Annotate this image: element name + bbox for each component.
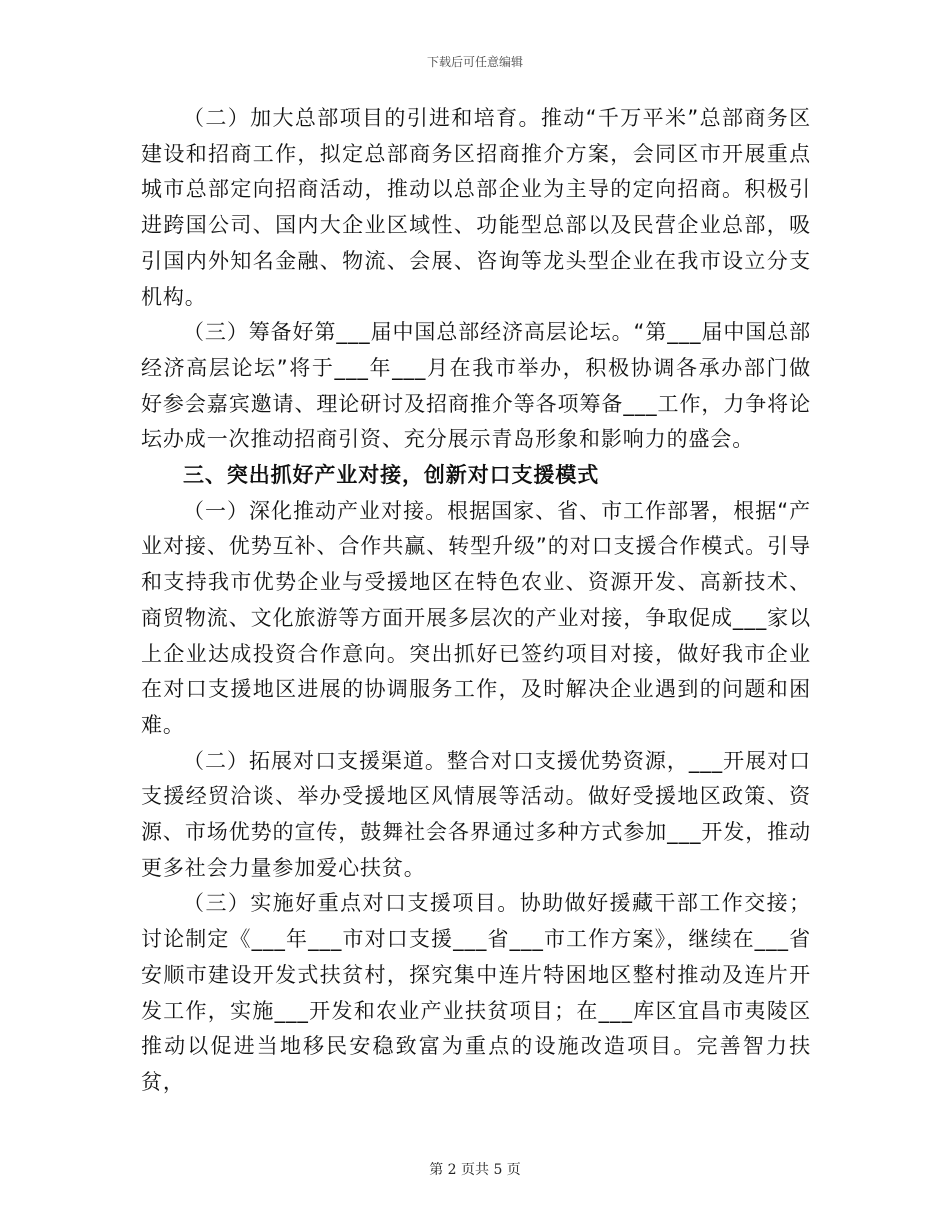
paragraph-forum-preparation: （三）筹备好第___届中国总部经济高层论坛。“第___届中国总部经济高层论坛”将于___年___月在我市举办，积极协调各承办部门做好参会嘉宾邀请、理论研讨及招商推介等各项筹备___工作，力争将论坛办成一次推动招商引资、充分展示青岛形象和影响力的盛会。 <box>141 320 811 452</box>
page-header: 下载后可任意编辑 <box>426 55 523 69</box>
paragraph-key-support-projects: （三）实施好重点对口支援项目。协助做好援藏干部工作交接；讨论制定《___年___市对口支援___省___市工作方案》，继续在___省安顺市建设开发式扶贫村，探究集中连片特困地区整村推动及连片开发工作，实施___开发和农业产业扶贫项目；在___库区宜昌市夷陵区推动以促进当地移民安稳致富为重点的设施改造项目。完善智力扶贫， <box>141 891 811 1094</box>
paragraph-headquarters-projects: （二）加大总部项目的引进和培育。推动“千万平米”总部商务区建设和招商工作，拟定总部商务区招商推介方案，会同区市开展重点城市总部定向招商活动，推动以总部企业为主导的定向招商。积极引进跨国公司、国内大企业区域性、功能型总部以及民营企业总部，吸引国内外知名金融、物流、会展、咨询等龙头型企业在我市设立分支机构。 <box>141 106 811 309</box>
page-number: 第 2 页共 5 页 <box>429 1162 521 1178</box>
paragraph-industry-docking: （一）深化推动产业对接。根据国家、省、市工作部署，根据“产业对接、优势互补、合作共赢、转型升级”的对口支援合作模式。引导和支持我市优势企业与受援地区在特色农业、资源开发、高新技术、商贸物流、文化旅游等方面开展多层次的产业对接，争取促成___家以上企业达成投资合作意向。突出抓好已签约项目对接，做好我市企业在对口支援地区进展的协调服务工作，及时解决企业遇到的问题和困难。 <box>141 498 811 737</box>
paragraph-support-channels: （二）拓展对口支援渠道。整合对口支援优势资源，___开展对口支援经贸洽谈、举办受援地区风情展等活动。做好受援地区政策、资源、市场优势的宣传，鼓舞社会各界通过多种方式参加___开发，推动更多社会力量参加爱心扶贫。 <box>141 748 811 880</box>
section-heading-industry-docking: 三、突出抓好产业对接，创新对口支援模式 <box>183 463 600 488</box>
document-body <box>141 101 811 1101</box>
